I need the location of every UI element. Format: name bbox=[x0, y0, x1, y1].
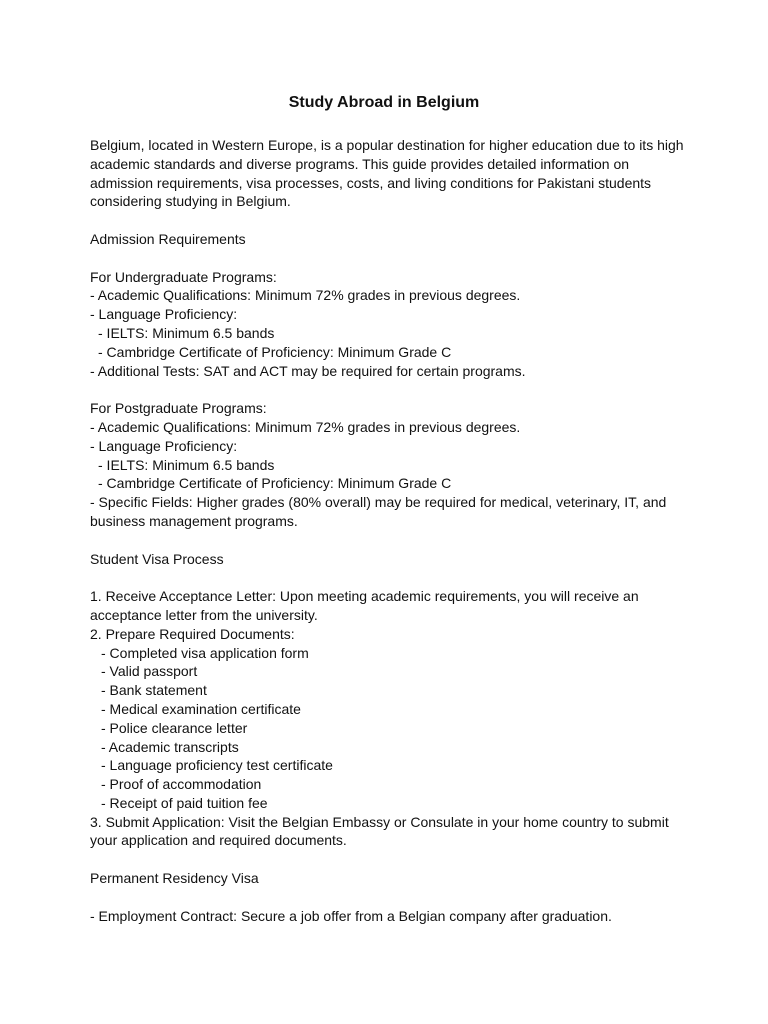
document-item: - Receipt of paid tuition fee bbox=[101, 794, 268, 811]
spacer bbox=[90, 531, 690, 550]
document-item: - Valid passport bbox=[101, 663, 198, 680]
postgrad-fields: - Specific Fields: Higher grades (80% overall) may be required for medical, veterinary, IT, and business management programs. bbox=[90, 494, 667, 529]
document-item: - Medical examination certificate bbox=[101, 700, 301, 717]
document-item: - Police clearance letter bbox=[101, 719, 248, 736]
postgrad-ielts: - IELTS: Minimum 6.5 bands bbox=[98, 456, 275, 473]
document-item: - Academic transcripts bbox=[101, 738, 239, 755]
intro-paragraph: Belgium, located in Western Europe, is a popular destination for higher education due to its high academic standards and diverse programs. This guide provides detailed information on admission requirements, visa processes, costs, and living conditions for Pakistani students considering studying in Belgium. bbox=[90, 137, 684, 210]
spacer bbox=[90, 888, 690, 907]
undergrad-cambridge: - Cambridge Certificate of Proficiency: Minimum Grade C bbox=[98, 343, 452, 360]
postgrad-cambridge: - Cambridge Certificate of Proficiency: Minimum Grade C bbox=[98, 475, 452, 492]
undergrad-ielts: - IELTS: Minimum 6.5 bands bbox=[98, 324, 275, 341]
document-item: - Bank statement bbox=[101, 682, 207, 699]
postgrad-heading: For Postgraduate Programs: bbox=[90, 400, 267, 417]
spacer bbox=[90, 568, 690, 587]
spacer bbox=[90, 850, 690, 869]
document-item: - Language proficiency test certificate bbox=[101, 757, 333, 774]
visa-heading: Student Visa Process bbox=[90, 550, 224, 567]
document-title: Study Abroad in Belgium bbox=[288, 94, 480, 111]
admission-heading: Admission Requirements bbox=[90, 230, 246, 247]
undergrad-academic: - Academic Qualifications: Minimum 72% grades in previous degrees. bbox=[90, 287, 521, 304]
visa-step-1: 1. Receive Acceptance Letter: Upon meeting academic requirements, you will receive an acceptance letter from the university. bbox=[90, 588, 639, 623]
document-item: - Proof of accommodation bbox=[101, 776, 262, 793]
undergrad-tests: - Additional Tests: SAT and ACT may be required for certain programs. bbox=[90, 362, 526, 379]
residency-employment: - Employment Contract: Secure a job offer from a Belgian company after graduation. bbox=[90, 907, 612, 924]
visa-step-2: 2. Prepare Required Documents: bbox=[90, 625, 295, 642]
postgrad-language: - Language Proficiency: bbox=[90, 437, 238, 454]
spacer bbox=[90, 249, 690, 268]
spacer bbox=[90, 380, 690, 399]
spacer bbox=[90, 211, 690, 230]
postgrad-academic: - Academic Qualifications: Minimum 72% grades in previous degrees. bbox=[90, 418, 521, 435]
document-body bbox=[90, 136, 690, 925]
residency-heading: Permanent Residency Visa bbox=[90, 870, 259, 887]
visa-step-3: 3. Submit Application: Visit the Belgian Embassy or Consulate in your home country to submit your application and required documents. bbox=[90, 813, 669, 849]
undergrad-language: - Language Proficiency: bbox=[90, 306, 238, 323]
document-item: - Completed visa application form bbox=[101, 644, 309, 661]
undergrad-heading: For Undergraduate Programs: bbox=[90, 268, 277, 285]
